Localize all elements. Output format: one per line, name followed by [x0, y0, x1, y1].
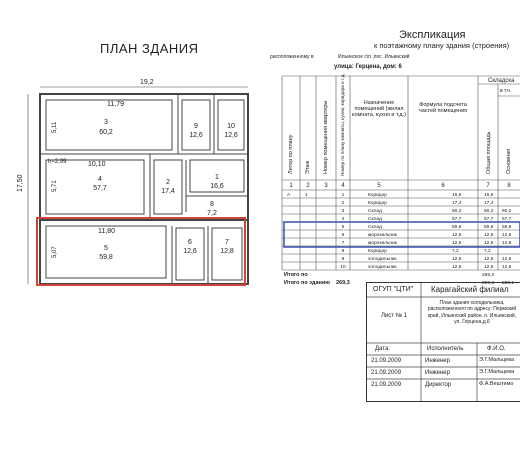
table-cell-num: 7 [341, 241, 345, 246]
room-area: 17,4 [161, 188, 175, 195]
room-area: 7,2 [207, 210, 217, 217]
sum-value: 269,3 [482, 273, 495, 278]
col-num: 6 [441, 183, 445, 189]
dim-b: 5,71 [52, 180, 58, 192]
room-num: 1 [215, 174, 219, 181]
col-header: Основная [506, 148, 512, 174]
table-cell-num: 4 [341, 217, 345, 222]
table-cell-main: 57,7 [502, 217, 512, 222]
table-cell-formula: 12,6 [452, 257, 462, 262]
sum-value: 228,1 [502, 281, 515, 286]
room-num: 2 [166, 179, 170, 186]
table-cell-main: 12,8 [502, 241, 512, 246]
stamp-date: 21.09.2009 [371, 370, 402, 376]
table-cell-formula: 57,7 [452, 217, 462, 222]
room-area: 60,2 [99, 129, 113, 136]
room-area: 12,8 [220, 248, 234, 255]
stamp-person: Э.Г.Мальцева [479, 369, 515, 375]
dim-left: 17,50 [17, 174, 24, 192]
dim-h: h=2,99 [48, 159, 67, 165]
table-cell-num: 1 [341, 193, 345, 198]
dim-a: 5,11 [52, 121, 58, 133]
col-num: 4 [341, 183, 345, 189]
table-cell-formula: 60,2 [452, 209, 462, 214]
col-header-formula: Формула подсчета частей помещения [418, 102, 468, 114]
stamp-date: 21.09.2009 [371, 382, 402, 388]
table-cell-num: 5 [341, 225, 345, 230]
table-cell-name: Коридор [368, 193, 387, 198]
table-cell-total: 60,2 [484, 209, 494, 214]
table-cell-name: морозильник [368, 241, 397, 246]
table-cell-lit: А [287, 193, 291, 198]
table-cell-num: 3 [341, 209, 345, 214]
table-cell-name: холодильник [368, 265, 397, 270]
col-num: 8 [507, 183, 511, 189]
table-cell-total: 57,7 [484, 217, 494, 222]
total-po-label: Итого по [284, 272, 308, 278]
table-cell-formula: 59,8 [452, 225, 462, 230]
col-header: Номер помещения квартиры [323, 100, 329, 174]
table-cell-formula: 7,2 [452, 249, 459, 254]
table-cell-total: 12,6 [484, 265, 494, 270]
stamp-description: План здания холодильника, расположенного по адресу: Пермский край, Ильинский район, п. Ильинский, ул. Герцена,д.6 [427, 300, 517, 325]
table-cell-name: Склад [368, 225, 382, 230]
table-cell-main: 12,6 [502, 265, 512, 270]
table-cell-total: 7,2 [484, 249, 491, 254]
table-cell-floor: 1 [305, 193, 308, 198]
stamp-exec-label: Исполнитель [427, 346, 464, 352]
col-num: 1 [289, 183, 293, 189]
explication-subtitle: к поэтажному плану здания (строения) [374, 41, 510, 50]
table-cell-main: 12,6 [502, 257, 512, 262]
stamp-date-label: Дата: [375, 346, 390, 352]
table-cell-name: морозильник [368, 233, 397, 238]
room-num: 10 [227, 123, 235, 130]
col-header: Общая площадь [486, 131, 492, 174]
room-num: 9 [194, 123, 198, 130]
total-building-label: Итого по зданию [284, 280, 330, 286]
plan-title: ПЛАН ЗДАНИЯ [100, 41, 199, 56]
stamp-person: Э.Г.Мальцева [479, 357, 515, 363]
table-cell-total: 17,4 [484, 201, 494, 206]
stamp-branch: Карагайский филиал [431, 285, 509, 294]
table-cell-formula: 17,4 [452, 201, 462, 206]
col-header-purpose: Назначение помещений (жилая комната, кухня и т.д.) [352, 100, 406, 118]
group-sub: в т.ч. [500, 88, 512, 94]
table-cell-num: 8 [341, 249, 345, 254]
room-num: 3 [104, 119, 108, 126]
col-header: Литер по плану [288, 134, 294, 174]
room-area: 12,6 [183, 248, 197, 255]
table-cell-formula: 12,6 [452, 233, 462, 238]
table-cell-num: 2 [341, 201, 345, 206]
room-area: 16,6 [210, 183, 224, 190]
table-cell-name: Склад [368, 217, 382, 222]
total-building-value: 269,3 [336, 280, 350, 286]
stamp-role: Инженер [425, 370, 450, 376]
stamp-sheet: Лист № 1 [381, 313, 408, 319]
table-cell-main: 60,2 [502, 209, 512, 214]
title-stamp [366, 282, 520, 402]
stamp-date: 21.09.2009 [371, 358, 402, 364]
room-area: 57,7 [93, 185, 107, 192]
room-area: 59,8 [99, 254, 113, 261]
table-cell-total: 12,8 [484, 241, 494, 246]
table-cell-num: 6 [341, 233, 345, 238]
room-area: 12,6 [189, 132, 203, 139]
room-num: 4 [98, 176, 102, 183]
col-num: 3 [324, 183, 328, 189]
col-num: 2 [306, 183, 310, 189]
table-cell-total: 16,6 [484, 193, 494, 198]
explication-title: Экспликация [399, 29, 466, 41]
dim-mid: 10,10 [88, 161, 106, 168]
stamp-person: Ф.А.Вештемо [479, 381, 514, 387]
table-cell-num: 9 [341, 257, 345, 262]
street-text: улица: Герцена, дом: 6 [334, 64, 402, 70]
dim-top-inner: 11,79 [107, 101, 124, 108]
room-num: 6 [188, 239, 192, 246]
stamp-role: Директор [425, 382, 452, 388]
table-cell-num: 10 [340, 265, 346, 270]
dim-c: 5,07 [52, 246, 58, 258]
table-cell-formula: 12,8 [452, 241, 462, 246]
room-num: 7 [225, 239, 229, 246]
table-cell-main: 59,8 [502, 225, 512, 230]
table-cell-total: 12,6 [484, 257, 494, 262]
room-num: 8 [210, 201, 214, 208]
table-cell-formula: 16,6 [452, 193, 462, 198]
table-cell-total: 59,8 [484, 225, 494, 230]
dim-top: 19,2 [140, 79, 154, 86]
sum-value: 269,3 [482, 281, 495, 286]
col-header: Этаж [305, 160, 311, 174]
table-cell-name: холодильник [368, 257, 397, 262]
stamp-fio-label: Ф.И.О. [487, 346, 506, 352]
group-header: Складска [488, 78, 515, 84]
stamp-org: ОГУП "ЦТИ" [373, 286, 414, 293]
table-cell-name: Коридор [368, 249, 387, 254]
col-num: 7 [486, 183, 490, 189]
table-cell-name: Склад [368, 209, 382, 214]
room-area: 12,6 [224, 132, 238, 139]
stamp-role: Инженер [425, 358, 450, 364]
table-cell-main: 12,6 [502, 233, 512, 238]
located-label: расположенному в [270, 54, 314, 60]
col-header: Номер по плану комнаты, кухни, коридора и т.д. [340, 73, 345, 176]
col-num: 5 [377, 183, 381, 189]
table-cell-total: 12,6 [484, 233, 494, 238]
table-cell-formula: 12,6 [452, 265, 462, 270]
room-num: 5 [104, 245, 108, 252]
dim-bot-inner: 11,80 [98, 228, 115, 235]
location-text: Ильинское с/п ,пос. Ильинский [338, 54, 410, 60]
table-cell-name: Коридор [368, 201, 387, 206]
